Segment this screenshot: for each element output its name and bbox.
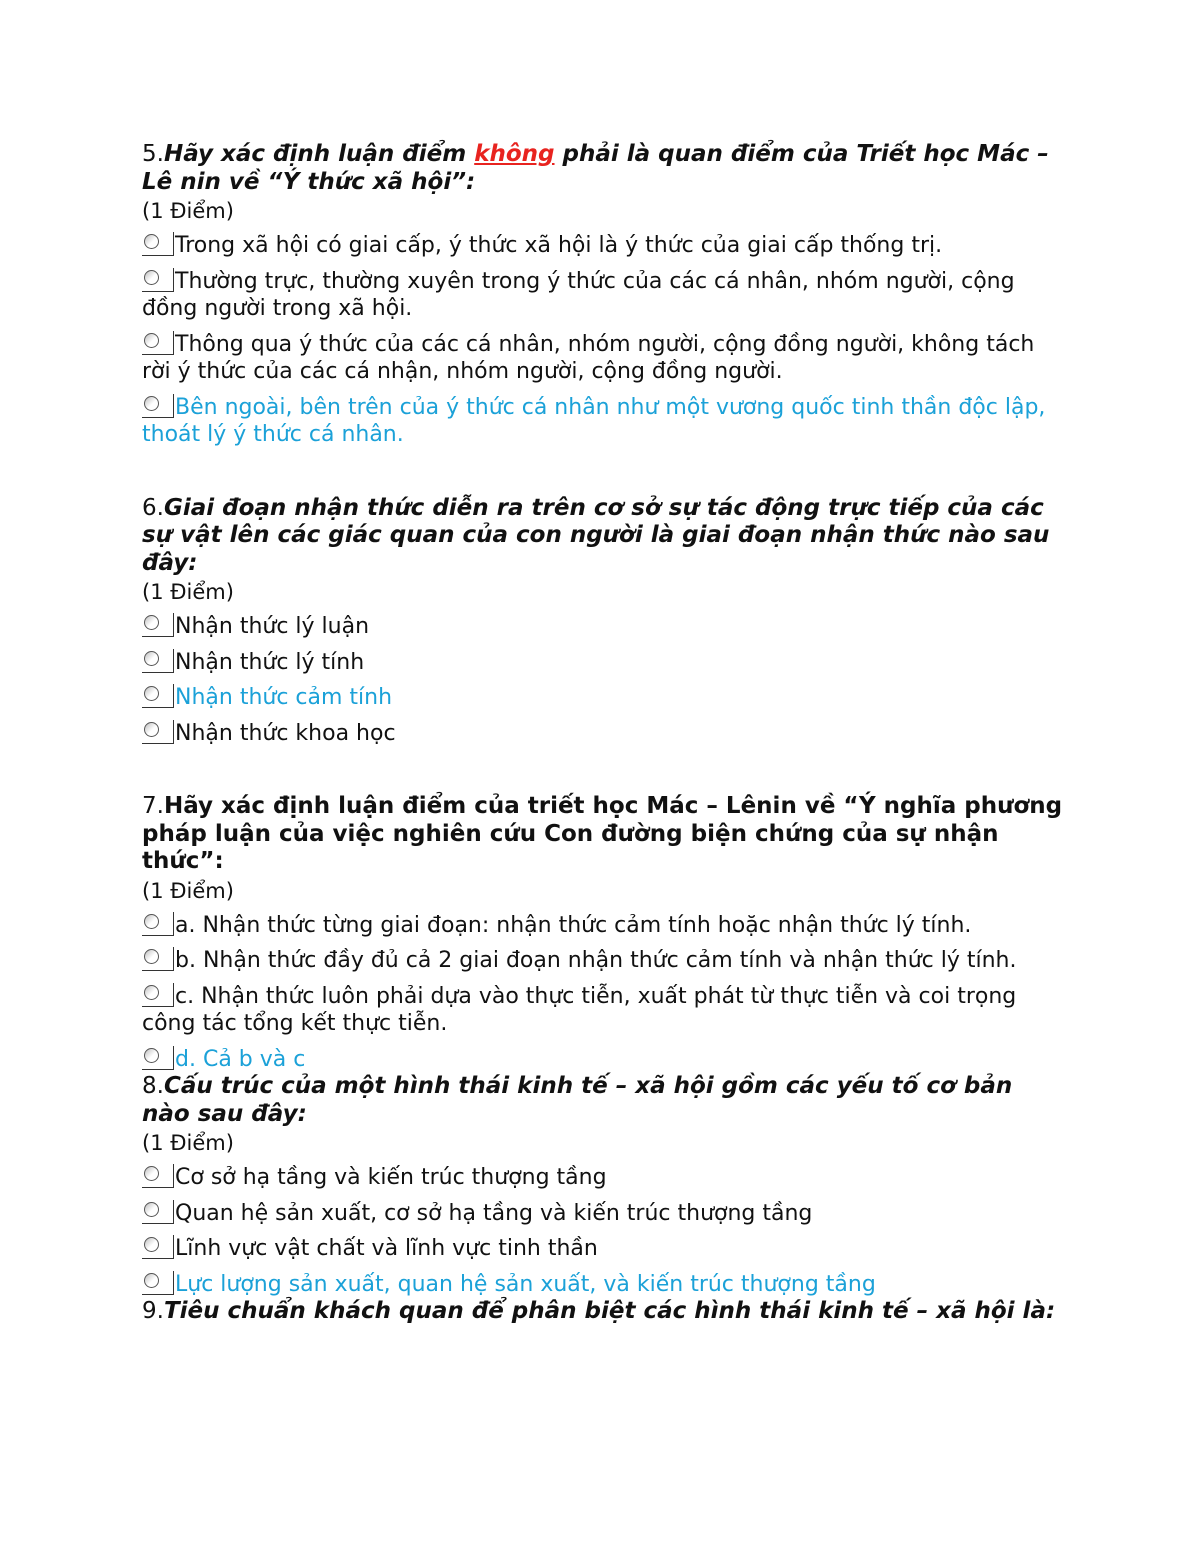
answer-option[interactable] xyxy=(142,613,1067,641)
option-label: Nhận thức lý tính xyxy=(175,649,365,675)
radio-button-icon[interactable] xyxy=(142,268,174,292)
question-number: 6. xyxy=(142,494,164,521)
answer-option[interactable] xyxy=(142,268,1067,323)
question-6-text xyxy=(142,495,1067,578)
question-number: 8. xyxy=(142,1073,164,1099)
question-number: 5. xyxy=(142,141,164,167)
question-6 xyxy=(142,495,1067,748)
option-label: Quan hệ sản xuất, cơ sở hạ tầng và kiến trúc thượng tầng xyxy=(175,1200,813,1226)
question-8 xyxy=(142,1073,1067,1298)
radio-button-icon[interactable] xyxy=(142,947,174,971)
question-8-text xyxy=(142,1073,1067,1128)
question-number: 9. xyxy=(142,1298,164,1324)
answer-option[interactable] xyxy=(142,1164,1067,1192)
radio-button-icon[interactable] xyxy=(142,684,174,708)
question-stem: Tiêu chuẩn khách quan để phân biệt các hình thái kinh tế – xã hội là: xyxy=(163,1298,1056,1324)
answer-option[interactable] xyxy=(142,720,1067,748)
radio-button-icon[interactable] xyxy=(142,394,174,418)
answer-option-correct[interactable] xyxy=(142,1271,1067,1299)
question-points: (1 Điểm) xyxy=(142,1131,234,1155)
option-label: b. Nhận thức đầy đủ cả 2 giai đoạn nhận thức cảm tính và nhận thức lý tính. xyxy=(175,948,1017,973)
radio-button-icon[interactable] xyxy=(142,983,174,1007)
radio-button-icon[interactable] xyxy=(142,1164,174,1188)
option-label: Nhận thức lý luận xyxy=(175,614,370,639)
answer-option[interactable] xyxy=(142,331,1067,386)
question-number: 7. xyxy=(142,793,164,819)
option-label: Lĩnh vực vật chất và lĩnh vực tinh thần xyxy=(175,1236,598,1261)
question-5-text xyxy=(142,141,1067,196)
option-label: Lực lượng sản xuất, quan hệ sản xuất, và kiến trúc thượng tầng xyxy=(175,1271,876,1297)
question-7-text xyxy=(142,793,1067,876)
radio-button-icon[interactable] xyxy=(142,649,174,673)
question-stem: Cấu trúc của một hình thái kinh tế – xã hội gồm các yếu tố cơ bản nào sau đây: xyxy=(142,1073,1013,1127)
option-label: Nhận thức cảm tính xyxy=(175,685,393,710)
answer-option[interactable] xyxy=(142,232,1067,260)
option-label: Cơ sở hạ tầng và kiến trúc thượng tầng xyxy=(175,1165,607,1190)
question-points: (1 Điểm) xyxy=(142,878,234,903)
option-label: Trong xã hội có giai cấp, ý thức xã hội là ý thức của giai cấp thống trị. xyxy=(175,233,943,258)
radio-button-icon[interactable] xyxy=(142,331,174,355)
option-label: Bên ngoài, bên trên của ý thức cá nhân như một vương quốc tinh thần độc lập, thoát lý ý thức cá nhân. xyxy=(142,394,1046,447)
radio-button-icon[interactable] xyxy=(142,1200,174,1224)
question-points: (1 Điểm) xyxy=(142,580,234,604)
answer-option[interactable] xyxy=(142,1200,1067,1228)
radio-button-icon[interactable] xyxy=(142,720,174,744)
answer-option[interactable] xyxy=(142,912,1067,940)
option-label: d. Cả b và c xyxy=(175,1046,306,1072)
answer-option-correct[interactable] xyxy=(142,684,1067,712)
document-page xyxy=(142,141,1067,1326)
answer-option[interactable] xyxy=(142,649,1067,677)
question-stem: Giai đoạn nhận thức diễn ra trên cơ sở sự tác động trực tiếp của các sự vật lên các giác quan của con người là giai đoạn nhận thức nào sau đây: xyxy=(142,494,1050,576)
option-label: c. Nhận thức luôn phải dựa vào thực tiễn, xuất phát từ thực tiễn và coi trọng công tác tổng kết thực tiễn. xyxy=(142,983,1017,1036)
radio-button-icon[interactable] xyxy=(142,1235,174,1259)
option-label: Thông qua ý thức của các cá nhân, nhóm người, cộng đồng người, không tách rời ý thức của các cá nhận, nhóm người, cộng đồng người. xyxy=(142,331,1035,384)
question-points: (1 Điểm) xyxy=(142,199,234,223)
option-label: a. Nhận thức từng giai đoạn: nhận thức cảm tính hoặc nhận thức lý tính. xyxy=(175,912,972,938)
radio-button-icon[interactable] xyxy=(142,912,174,936)
radio-button-icon[interactable] xyxy=(142,613,174,637)
answer-option[interactable] xyxy=(142,983,1067,1038)
question-9-text xyxy=(142,1298,1067,1326)
radio-button-icon[interactable] xyxy=(142,1046,174,1070)
answer-option-correct[interactable] xyxy=(142,394,1067,449)
option-label: Thường trực, thường xuyên trong ý thức của các cá nhân, nhóm người, cộng đồng người trong xã hội. xyxy=(142,268,1015,321)
radio-button-icon[interactable] xyxy=(142,232,174,256)
question-stem: Hãy xác định luận điểm của triết học Mác – Lênin về “Ý nghĩa phương pháp luận của việc nghiên cứu Con đường biện chứng của sự nhận thức”: xyxy=(142,793,1063,874)
question-7 xyxy=(142,793,1067,1073)
answer-option[interactable] xyxy=(142,1235,1067,1263)
question-5 xyxy=(142,141,1067,449)
answer-option[interactable] xyxy=(142,947,1067,975)
question-stem: Hãy xác định luận điểm không phải là quan điểm của Triết học Mác – Lê nin về “Ý thức xã hội”: xyxy=(142,141,1049,195)
radio-button-icon[interactable] xyxy=(142,1271,174,1295)
answer-option-correct[interactable] xyxy=(142,1046,1067,1074)
question-9 xyxy=(142,1298,1067,1326)
option-label: Nhận thức khoa học xyxy=(175,720,396,746)
negative-keyword: không xyxy=(474,141,555,167)
